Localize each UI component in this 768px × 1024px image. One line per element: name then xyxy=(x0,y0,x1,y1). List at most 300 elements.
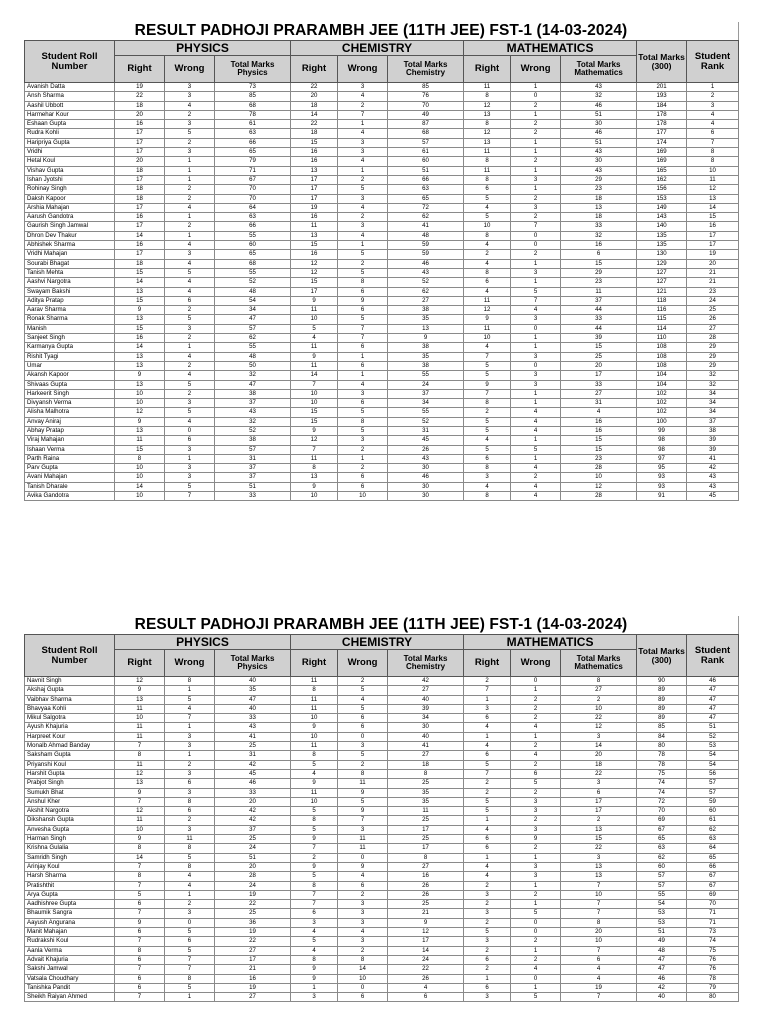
physics-wrong-cell: 3 xyxy=(165,399,215,408)
student-name-cell: Navnit Singh xyxy=(25,677,115,686)
table-row xyxy=(25,250,739,259)
chemistry-right-cell: 5 xyxy=(291,825,338,834)
student-name-cell: Hetal Koul xyxy=(25,157,115,166)
table-row xyxy=(25,120,739,129)
chemistry-right-cell: 5 xyxy=(291,324,338,333)
total-marks-cell: 201 xyxy=(637,83,687,92)
physics-right-cell: 10 xyxy=(115,492,165,501)
mathematics-right-cell: 1 xyxy=(464,816,511,825)
physics-wrong-cell: 2 xyxy=(165,389,215,398)
student-rank-cell: 3 xyxy=(687,101,739,110)
physics-wrong-cell: 2 xyxy=(165,361,215,370)
student-name-cell: Sumukh Bhat xyxy=(25,788,115,797)
total-marks-cell: 48 xyxy=(637,946,687,955)
chemistry-total-cell: 46 xyxy=(388,259,464,268)
chemistry-total-cell: 12 xyxy=(388,928,464,937)
mathematics-right-cell: 3 xyxy=(464,993,511,1002)
chemistry-right-cell: 5 xyxy=(291,872,338,881)
physics-wrong-cell: 1 xyxy=(165,890,215,899)
student-rank-cell: 41 xyxy=(687,454,739,463)
mathematics-total-cell: 32 xyxy=(561,231,637,240)
student-rank-cell: 67 xyxy=(687,881,739,890)
student-rank-cell: 47 xyxy=(687,714,739,723)
mathematics-total-cell: 8 xyxy=(561,918,637,927)
physics-total-cell: 31 xyxy=(215,454,291,463)
chemistry-right-cell: 10 xyxy=(291,492,338,501)
student-name-cell: Saksham Gupta xyxy=(25,751,115,760)
physics-wrong-cell: 5 xyxy=(165,380,215,389)
student-name-cell: Monalb Ahmad Banday xyxy=(25,742,115,751)
student-rank-cell: 24 xyxy=(687,296,739,305)
student-name-cell: Rudra Kohli xyxy=(25,129,115,138)
table-row xyxy=(25,872,739,881)
mathematics-total-cell: 22 xyxy=(561,844,637,853)
physics-right-cell: 7 xyxy=(115,742,165,751)
chemistry-wrong-cell: 4 xyxy=(338,872,388,881)
chemistry-wrong-cell: 7 xyxy=(338,324,388,333)
physics-total-cell: 71 xyxy=(215,166,291,175)
chemistry-total-cell: 52 xyxy=(388,417,464,426)
chemistry-wrong-cell: 11 xyxy=(338,835,388,844)
mathematics-wrong-cell: 5 xyxy=(511,909,561,918)
table-row xyxy=(25,900,739,909)
physics-wrong-cell: 3 xyxy=(165,732,215,741)
physics-total-cell: 63 xyxy=(215,129,291,138)
chemistry-wrong-cell: 1 xyxy=(338,241,388,250)
physics-total-cell: 33 xyxy=(215,492,291,501)
mathematics-wrong-cell: 2 xyxy=(511,194,561,203)
chemistry-wrong-cell: 0 xyxy=(338,853,388,862)
table-row xyxy=(25,157,739,166)
header-chemistry: CHEMISTRY xyxy=(291,41,464,56)
mathematics-wrong-cell: 5 xyxy=(511,287,561,296)
mathematics-wrong-cell: 4 xyxy=(511,723,561,732)
chemistry-total-cell: 34 xyxy=(388,714,464,723)
mathematics-wrong-cell: 0 xyxy=(511,231,561,240)
mathematics-right-cell: 11 xyxy=(464,296,511,305)
physics-total-cell: 25 xyxy=(215,909,291,918)
student-name-cell: Vridhi Mahajan xyxy=(25,250,115,259)
total-marks-cell: 60 xyxy=(637,862,687,871)
chemistry-wrong-cell: 9 xyxy=(338,862,388,871)
chemistry-wrong-cell: 5 xyxy=(338,408,388,417)
header-student-roll: Student Roll Number xyxy=(25,635,115,677)
mathematics-total-cell: 3 xyxy=(561,779,637,788)
mathematics-wrong-cell: 2 xyxy=(511,213,561,222)
physics-total-cell: 85 xyxy=(215,92,291,101)
header-total-mathematics: Total Marks Mathematics xyxy=(561,56,637,83)
table-row xyxy=(25,259,739,268)
mathematics-wrong-cell: 4 xyxy=(511,482,561,491)
table-row xyxy=(25,937,739,946)
mathematics-wrong-cell: 1 xyxy=(511,436,561,445)
student-rank-cell: 67 xyxy=(687,872,739,881)
physics-total-cell: 78 xyxy=(215,110,291,119)
physics-right-cell: 9 xyxy=(115,788,165,797)
chemistry-right-cell: 11 xyxy=(291,361,338,370)
header-right: Right xyxy=(115,650,165,677)
physics-right-cell: 6 xyxy=(115,955,165,964)
mathematics-wrong-cell: 5 xyxy=(511,445,561,454)
physics-total-cell: 70 xyxy=(215,194,291,203)
student-name-cell: Ronak Sharma xyxy=(25,315,115,324)
student-rank-cell: 70 xyxy=(687,900,739,909)
chemistry-wrong-cell: 8 xyxy=(338,955,388,964)
chemistry-right-cell: 10 xyxy=(291,315,338,324)
chemistry-wrong-cell: 1 xyxy=(338,166,388,175)
chemistry-wrong-cell: 2 xyxy=(338,760,388,769)
chemistry-right-cell: 9 xyxy=(291,862,338,871)
physics-right-cell: 14 xyxy=(115,853,165,862)
student-rank-cell: 1 xyxy=(687,83,739,92)
chemistry-total-cell: 35 xyxy=(388,797,464,806)
chemistry-right-cell: 9 xyxy=(291,723,338,732)
chemistry-wrong-cell: 4 xyxy=(338,231,388,240)
physics-wrong-cell: 3 xyxy=(165,250,215,259)
chemistry-right-cell: 13 xyxy=(291,166,338,175)
total-marks-cell: 53 xyxy=(637,909,687,918)
physics-total-cell: 35 xyxy=(215,686,291,695)
total-marks-cell: 114 xyxy=(637,324,687,333)
physics-wrong-cell: 2 xyxy=(165,816,215,825)
table-row xyxy=(25,110,739,119)
physics-right-cell: 17 xyxy=(115,250,165,259)
chemistry-wrong-cell: 6 xyxy=(338,306,388,315)
student-name-cell: Aashil Ubbott xyxy=(25,101,115,110)
header-wrong: Wrong xyxy=(338,56,388,83)
mathematics-right-cell: 8 xyxy=(464,492,511,501)
chemistry-total-cell: 39 xyxy=(388,704,464,713)
chemistry-total-cell: 51 xyxy=(388,166,464,175)
total-marks-cell: 100 xyxy=(637,417,687,426)
chemistry-total-cell: 9 xyxy=(388,918,464,927)
mathematics-right-cell: 4 xyxy=(464,862,511,871)
header-total-300: Total Marks (300) xyxy=(637,41,687,83)
mathematics-total-cell: 28 xyxy=(561,492,637,501)
student-rank-cell: 8 xyxy=(687,148,739,157)
student-name-cell: Rohinay Singh xyxy=(25,185,115,194)
mathematics-total-cell: 16 xyxy=(561,417,637,426)
header-right: Right xyxy=(291,650,338,677)
table-row xyxy=(25,974,739,983)
chemistry-total-cell: 26 xyxy=(388,445,464,454)
physics-wrong-cell: 4 xyxy=(165,101,215,110)
mathematics-right-cell: 2 xyxy=(464,250,511,259)
table-row xyxy=(25,769,739,778)
table-row xyxy=(25,324,739,333)
physics-wrong-cell: 3 xyxy=(165,788,215,797)
student-name-cell: Vishav Gupta xyxy=(25,166,115,175)
mathematics-wrong-cell: 2 xyxy=(511,101,561,110)
table-row xyxy=(25,352,739,361)
header-mathematics: MATHEMATICS xyxy=(464,635,637,650)
physics-right-cell: 9 xyxy=(115,918,165,927)
total-marks-cell: 91 xyxy=(637,492,687,501)
student-rank-cell: 28 xyxy=(687,334,739,343)
mathematics-right-cell: 8 xyxy=(464,92,511,101)
physics-right-cell: 9 xyxy=(115,835,165,844)
header-right: Right xyxy=(464,56,511,83)
physics-total-cell: 42 xyxy=(215,760,291,769)
physics-wrong-cell: 4 xyxy=(165,371,215,380)
table-row xyxy=(25,797,739,806)
physics-wrong-cell: 1 xyxy=(165,175,215,184)
physics-right-cell: 18 xyxy=(115,194,165,203)
chemistry-wrong-cell: 5 xyxy=(338,250,388,259)
chemistry-total-cell: 26 xyxy=(388,974,464,983)
physics-wrong-cell: 5 xyxy=(165,129,215,138)
chemistry-right-cell: 8 xyxy=(291,686,338,695)
mathematics-right-cell: 4 xyxy=(464,872,511,881)
student-name-cell: Harsh Sharma xyxy=(25,872,115,881)
mathematics-total-cell: 23 xyxy=(561,185,637,194)
total-marks-cell: 78 xyxy=(637,751,687,760)
student-name-cell: Tanish Mehta xyxy=(25,268,115,277)
chemistry-right-cell: 15 xyxy=(291,278,338,287)
chemistry-right-cell: 5 xyxy=(291,937,338,946)
mathematics-right-cell: 1 xyxy=(464,695,511,704)
mathematics-total-cell: 11 xyxy=(561,287,637,296)
table-row xyxy=(25,677,739,686)
physics-wrong-cell: 8 xyxy=(165,797,215,806)
mathematics-total-cell: 17 xyxy=(561,371,637,380)
mathematics-total-cell: 43 xyxy=(561,166,637,175)
total-marks-cell: 74 xyxy=(637,788,687,797)
student-name-cell: Harpreet Kour xyxy=(25,732,115,741)
physics-total-cell: 36 xyxy=(215,918,291,927)
sheet-title: RESULT PADHOJI PRARAMBH JEE (11TH JEE) FST-1 (14-03-2024) xyxy=(134,616,628,633)
physics-right-cell: 6 xyxy=(115,900,165,909)
mathematics-right-cell: 7 xyxy=(464,686,511,695)
table-row xyxy=(25,909,739,918)
physics-total-cell: 65 xyxy=(215,148,291,157)
physics-total-cell: 63 xyxy=(215,213,291,222)
chemistry-total-cell: 55 xyxy=(388,408,464,417)
mathematics-wrong-cell: 3 xyxy=(511,371,561,380)
chemistry-wrong-cell: 6 xyxy=(338,287,388,296)
chemistry-right-cell: 17 xyxy=(291,287,338,296)
mathematics-total-cell: 7 xyxy=(561,946,637,955)
physics-wrong-cell: 2 xyxy=(165,110,215,119)
total-marks-cell: 184 xyxy=(637,101,687,110)
physics-wrong-cell: 7 xyxy=(165,965,215,974)
physics-wrong-cell: 5 xyxy=(165,408,215,417)
table-row xyxy=(25,166,739,175)
physics-wrong-cell: 5 xyxy=(165,983,215,992)
student-name-cell: Ishaan Verma xyxy=(25,445,115,454)
student-name-cell: Arinjay Koul xyxy=(25,862,115,871)
chemistry-total-cell: 62 xyxy=(388,213,464,222)
mathematics-wrong-cell: 4 xyxy=(511,492,561,501)
total-marks-cell: 143 xyxy=(637,213,687,222)
physics-right-cell: 13 xyxy=(115,361,165,370)
chemistry-wrong-cell: 3 xyxy=(338,742,388,751)
physics-right-cell: 5 xyxy=(115,890,165,899)
mathematics-total-cell: 10 xyxy=(561,704,637,713)
chemistry-right-cell: 18 xyxy=(291,101,338,110)
physics-wrong-cell: 3 xyxy=(165,909,215,918)
student-name-cell: Krishna Gulalia xyxy=(25,844,115,853)
mathematics-total-cell: 7 xyxy=(561,881,637,890)
mathematics-right-cell: 8 xyxy=(464,399,511,408)
student-name-cell: Priyanshi Koul xyxy=(25,760,115,769)
mathematics-total-cell: 12 xyxy=(561,482,637,491)
mathematics-total-cell: 6 xyxy=(561,788,637,797)
header-student-rank: Student Rank xyxy=(687,635,739,677)
student-rank-cell: 53 xyxy=(687,742,739,751)
physics-wrong-cell: 4 xyxy=(165,203,215,212)
physics-wrong-cell: 4 xyxy=(165,417,215,426)
student-rank-cell: 4 xyxy=(687,110,739,119)
result-table-body xyxy=(25,83,739,501)
student-rank-cell: 21 xyxy=(687,278,739,287)
mathematics-right-cell: 5 xyxy=(464,928,511,937)
header-total-chemistry: Total Marks Chemistry xyxy=(388,56,464,83)
student-rank-cell: 37 xyxy=(687,417,739,426)
chemistry-right-cell: 15 xyxy=(291,417,338,426)
mathematics-wrong-cell: 2 xyxy=(511,742,561,751)
mathematics-total-cell: 17 xyxy=(561,797,637,806)
student-name-cell: Aarush Gandotra xyxy=(25,213,115,222)
mathematics-right-cell: 4 xyxy=(464,723,511,732)
total-marks-cell: 178 xyxy=(637,110,687,119)
mathematics-wrong-cell: 3 xyxy=(511,268,561,277)
table-row xyxy=(25,83,739,92)
table-row xyxy=(25,92,739,101)
header-total-physics: Total Marks Physics xyxy=(215,56,291,83)
physics-wrong-cell: 3 xyxy=(165,83,215,92)
physics-total-cell: 55 xyxy=(215,268,291,277)
student-rank-cell: 8 xyxy=(687,157,739,166)
mathematics-total-cell: 25 xyxy=(561,352,637,361)
mathematics-wrong-cell: 2 xyxy=(511,129,561,138)
physics-wrong-cell: 3 xyxy=(165,742,215,751)
physics-total-cell: 52 xyxy=(215,426,291,435)
total-marks-cell: 127 xyxy=(637,278,687,287)
header-wrong: Wrong xyxy=(511,650,561,677)
mathematics-wrong-cell: 4 xyxy=(511,417,561,426)
physics-right-cell: 8 xyxy=(115,946,165,955)
physics-total-cell: 48 xyxy=(215,352,291,361)
total-marks-cell: 156 xyxy=(637,185,687,194)
mathematics-total-cell: 44 xyxy=(561,324,637,333)
student-name-cell: Anvay Aniraj xyxy=(25,417,115,426)
student-name-cell: Umar xyxy=(25,361,115,370)
chemistry-wrong-cell: 6 xyxy=(338,881,388,890)
mathematics-right-cell: 10 xyxy=(464,222,511,231)
chemistry-total-cell: 17 xyxy=(388,937,464,946)
student-name-cell: Vatsala Choudhary xyxy=(25,974,115,983)
mathematics-wrong-cell: 1 xyxy=(511,900,561,909)
chemistry-right-cell: 12 xyxy=(291,436,338,445)
student-rank-cell: 75 xyxy=(687,946,739,955)
physics-right-cell: 7 xyxy=(115,862,165,871)
mathematics-total-cell: 23 xyxy=(561,278,637,287)
student-name-cell: Arya Gupta xyxy=(25,890,115,899)
student-name-cell: Samridh Singh xyxy=(25,853,115,862)
mathematics-wrong-cell: 2 xyxy=(511,760,561,769)
table-row xyxy=(25,343,739,352)
chemistry-right-cell: 7 xyxy=(291,844,338,853)
chemistry-total-cell: 26 xyxy=(388,881,464,890)
student-rank-cell: 42 xyxy=(687,464,739,473)
mathematics-total-cell: 23 xyxy=(561,454,637,463)
mathematics-right-cell: 11 xyxy=(464,324,511,333)
chemistry-right-cell: 20 xyxy=(291,92,338,101)
table-row xyxy=(25,445,739,454)
physics-right-cell: 13 xyxy=(115,380,165,389)
student-rank-cell: 32 xyxy=(687,380,739,389)
chemistry-right-cell: 10 xyxy=(291,399,338,408)
chemistry-total-cell: 25 xyxy=(388,816,464,825)
total-marks-cell: 93 xyxy=(637,482,687,491)
physics-wrong-cell: 2 xyxy=(165,334,215,343)
student-rank-cell: 74 xyxy=(687,937,739,946)
physics-wrong-cell: 5 xyxy=(165,268,215,277)
mathematics-total-cell: 10 xyxy=(561,937,637,946)
physics-total-cell: 61 xyxy=(215,120,291,129)
total-marks-cell: 104 xyxy=(637,380,687,389)
chemistry-total-cell: 27 xyxy=(388,296,464,305)
mathematics-total-cell: 28 xyxy=(561,464,637,473)
mathematics-total-cell: 3 xyxy=(561,732,637,741)
mathematics-total-cell: 20 xyxy=(561,361,637,370)
student-rank-cell: 26 xyxy=(687,315,739,324)
physics-total-cell: 32 xyxy=(215,417,291,426)
chemistry-right-cell: 11 xyxy=(291,306,338,315)
table-row xyxy=(25,278,739,287)
mathematics-wrong-cell: 2 xyxy=(511,955,561,964)
physics-wrong-cell: 2 xyxy=(165,900,215,909)
result-sheet-1 xyxy=(24,22,739,501)
mathematics-wrong-cell: 1 xyxy=(511,399,561,408)
table-row xyxy=(25,816,739,825)
chemistry-total-cell: 62 xyxy=(388,287,464,296)
mathematics-total-cell: 10 xyxy=(561,473,637,482)
student-rank-cell: 13 xyxy=(687,194,739,203)
result-table xyxy=(24,40,739,501)
mathematics-wrong-cell: 4 xyxy=(511,965,561,974)
physics-right-cell: 9 xyxy=(115,686,165,695)
mathematics-wrong-cell: 1 xyxy=(511,83,561,92)
physics-total-cell: 67 xyxy=(215,175,291,184)
physics-right-cell: 22 xyxy=(115,92,165,101)
student-name-cell: Tanishka Pandit xyxy=(25,983,115,992)
student-rank-cell: 51 xyxy=(687,723,739,732)
total-marks-cell: 93 xyxy=(637,473,687,482)
physics-wrong-cell: 5 xyxy=(165,695,215,704)
total-marks-cell: 169 xyxy=(637,148,687,157)
table-row xyxy=(25,306,739,315)
chemistry-right-cell: 9 xyxy=(291,835,338,844)
table-row xyxy=(25,296,739,305)
chemistry-wrong-cell: 3 xyxy=(338,909,388,918)
table-row xyxy=(25,408,739,417)
student-name-cell: Aanla Verma xyxy=(25,946,115,955)
mathematics-right-cell: 4 xyxy=(464,241,511,250)
chemistry-wrong-cell: 9 xyxy=(338,788,388,797)
physics-right-cell: 17 xyxy=(115,203,165,212)
total-marks-cell: 165 xyxy=(637,166,687,175)
chemistry-wrong-cell: 2 xyxy=(338,259,388,268)
physics-wrong-cell: 4 xyxy=(165,287,215,296)
header-student-roll: Student Roll Number xyxy=(25,41,115,83)
physics-wrong-cell: 3 xyxy=(165,769,215,778)
physics-total-cell: 24 xyxy=(215,881,291,890)
chemistry-right-cell: 8 xyxy=(291,955,338,964)
physics-right-cell: 13 xyxy=(115,426,165,435)
mathematics-wrong-cell: 2 xyxy=(511,844,561,853)
